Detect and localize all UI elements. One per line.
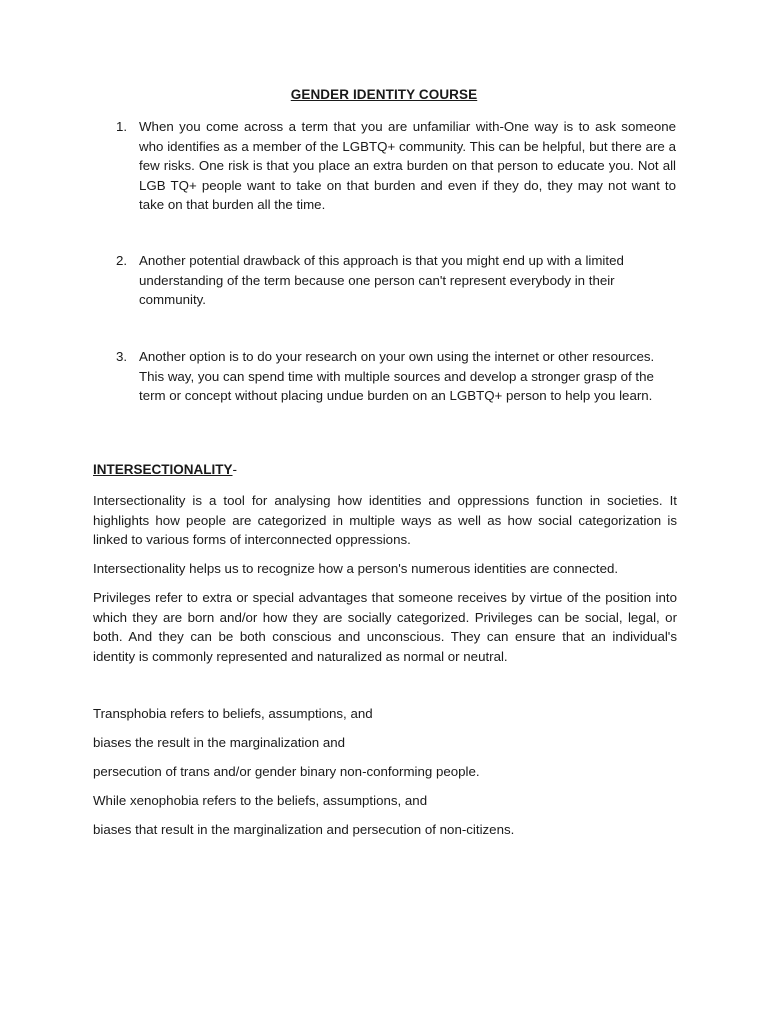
list-number: 2. [116,253,128,268]
list-item [116,347,676,406]
section-heading-suffix: - [232,462,238,477]
paragraph: Privileges refer to extra or special advantages that someone receives by virtue of the position into which they are born and/or how they are socially categorized. Privileges can be social, legal, or both. And they can be both conscious and unconscious. They can ensure that an individual's identity is commonly represented and naturalized as normal or neutral. [93,590,677,664]
paragraph: Intersectionality helps us to recognize how a person's numerous identities are connected. [93,561,619,576]
list-number: 1. [116,119,128,134]
text-line: While xenophobia refers to the beliefs, assumptions, and [93,793,428,808]
section-heading [93,462,237,477]
text-line: biases the result in the marginalization and [93,735,346,750]
list-item [116,117,676,215]
section-heading-text: INTERSECTIONALITY [93,462,233,477]
text-line: biases that result in the marginalization and persecution of non-citizens. [93,822,515,837]
list-number: 3. [116,349,128,364]
list-item [116,251,676,310]
text-line: Transphobia refers to beliefs, assumptions, and [93,706,373,721]
text-line: persecution of trans and/or gender binary non-conforming people. [93,764,480,779]
paragraph: Intersectionality is a tool for analysing how identities and oppressions function in societies. It highlights how people are categorized in multiple ways as well as how social categorization is linked to various forms of interconnected oppressions. [93,493,677,548]
list-text: Another option is to do your research on your own using the internet or other resources. This way, you can spend time with multiple sources and develop a stronger grasp of the term or concept without placing undue burden on an LGBTQ+ person to help you learn. [139,349,655,404]
document-title: GENDER IDENTITY COURSE [290,87,478,102]
list-text: When you come across a term that you are unfamiliar with-One way is to ask someone who identifies as a member of the LGBTQ+ community. This can be helpful, but there are a few risks. One risk is that you place an extra burden on that person to educate you. Not all LGB TQ+ people want to take on that burden and even if they do, they may not want to take on that burden all the time. [139,119,676,213]
list-text: Another potential drawback of this approach is that you might end up with a limited understanding of the term because one person can't represent everybody in their community. [139,253,624,308]
